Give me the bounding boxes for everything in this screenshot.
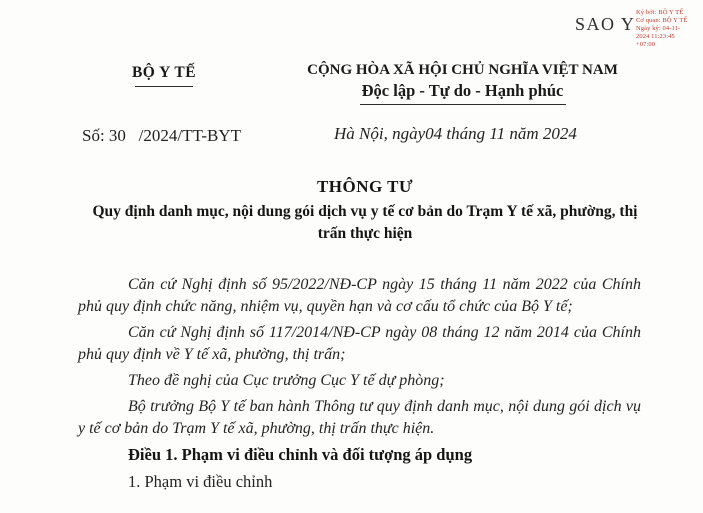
signature-line-agency: Cơ quan: BỘ Y TẾ (636, 17, 688, 24)
issuer-underline (135, 86, 193, 87)
sao-y-stamp-label: SAO Y (575, 14, 636, 34)
national-header-block (290, 62, 635, 105)
place-and-date: Hà Nội, ngày04 tháng 11 năm 2024 (334, 124, 577, 143)
signature-line-date-1: Ngày ký: 04-11- (636, 25, 681, 32)
issuing-agency-block (88, 64, 240, 87)
recital-paragraph-4: Bộ trưởng Bộ Y tế ban hành Thông tư quy định danh mục, nội dung gói dịch vụ y tế cơ bản do Trạm Y tế xã, phường, thị trấn thực hiện. (78, 398, 641, 437)
document-type-title: THÔNG TƯ (316, 177, 414, 196)
issuing-agency-name: BỘ Y TẾ (131, 64, 197, 81)
digital-signature-block (636, 9, 702, 49)
document-body (78, 274, 641, 497)
signature-line-date-2: 2024 11:23:45 (636, 33, 675, 40)
signature-line-timezone: +07:00 (636, 41, 656, 48)
clause-1-text: 1. Phạm vi điều chỉnh (128, 472, 273, 491)
article-1-heading: Điều 1. Phạm vi điều chỉnh và đối tượng áp dụng (128, 445, 473, 464)
recital-paragraph-3: Theo đề nghị của Cục trưởng Cục Y tế dự phòng; (128, 372, 445, 389)
recital-paragraph-2: Căn cứ Nghị định số 117/2014/NĐ-CP ngày 08 tháng 12 năm 2014 của Chính phủ quy định về Y tế xã, phường, thị trấn; (78, 324, 641, 363)
document-subject: Quy định danh mục, nội dung gói dịch vụ y tế cơ bản do Trạm Y tế xã, phường, thị trấn thực hiện (92, 203, 638, 242)
signature-line-signer: Ký bởi: BỘ Y TẾ (636, 9, 684, 16)
recital-paragraph-1: Căn cứ Nghị định số 95/2022/NĐ-CP ngày 15 tháng 11 năm 2022 của Chính phủ quy định chức năng, nhiệm vụ, quyền hạn và cơ cấu tổ chức của Bộ Y tế; (78, 276, 641, 315)
motto-underline (360, 104, 566, 105)
national-motto: Độc lập - Tự do - Hạnh phúc (361, 81, 564, 100)
document-number: Số: 30 /2024/TT-BYT (82, 126, 241, 145)
national-title: CỘNG HÒA XÃ HỘI CHỦ NGHĨA VIỆT NAM (307, 62, 618, 78)
document-title-block (80, 177, 650, 245)
